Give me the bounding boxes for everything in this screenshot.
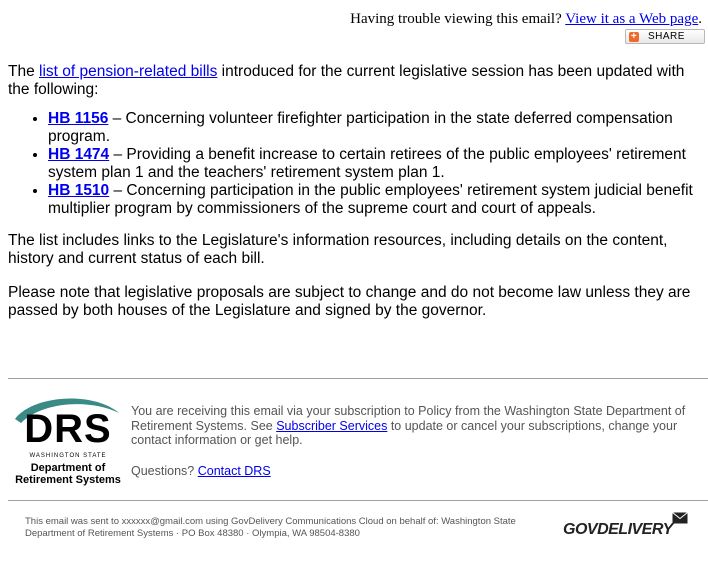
intro-before: The (8, 63, 40, 80)
list-item (48, 146, 708, 182)
subscription-before: You are receiving this email via your subscription to Policy from the Washington State Department of Retirement Systems. See (131, 404, 686, 433)
questions-line (131, 464, 271, 478)
bill-list (8, 110, 708, 218)
bill-link-hb1474[interactable]: HB 1474 (48, 146, 110, 163)
govdelivery-logo (563, 512, 689, 542)
share-button[interactable] (625, 29, 705, 44)
share-label: SHARE (648, 31, 685, 42)
trouble-text: Having trouble viewing this email? (350, 11, 562, 27)
view-web-page-link[interactable]: View it as a Web page (565, 11, 699, 27)
divider (8, 500, 708, 501)
trouble-period: . (698, 11, 702, 27)
resources-paragraph: The list includes links to the Legislature's information resources, including details on the content, history and current status of each bill. (8, 232, 668, 267)
contact-drs-link[interactable]: Contact DRS (197, 464, 271, 478)
disclaimer-paragraph: Please note that legislative proposals are subject to change and do not become law unless they are passed by both houses of the Legislature and signed by the governor. (8, 284, 691, 319)
subscription-notice (131, 404, 701, 448)
intro-paragraph (8, 63, 708, 99)
logo-acronym: DRS (24, 407, 112, 451)
plus-icon: + (630, 31, 638, 42)
bill-link-hb1510[interactable]: HB 1510 (48, 182, 110, 199)
bill-desc: – Providing a benefit increase to certain retirees of the public employees' retirement system plan 1 and the teachers' retirement system plan 1. (48, 146, 686, 181)
drs-logo (13, 393, 123, 488)
bill-desc: – Concerning volunteer firefighter participation in the state deferred compensation program. (48, 110, 673, 145)
view-online-bar (350, 11, 702, 28)
logo-line1: Department of (30, 462, 106, 474)
subscriber-services-link[interactable]: Subscriber Services (276, 418, 388, 433)
bill-desc: – Concerning participation in the public employees' retirement system judicial benefit multiplier program by commissioners of the supreme court and court of appeals. (48, 182, 693, 217)
logo-line2: Retirement Systems (15, 474, 121, 486)
pension-bills-link[interactable]: list of pension-related bills (39, 63, 218, 80)
list-item (48, 110, 708, 146)
govdelivery-brand: GOVDELIVERY (563, 521, 673, 538)
bill-link-hb1156[interactable]: HB 1156 (48, 110, 109, 127)
logo-state: WASHINGTON STATE (29, 453, 107, 459)
footer-text: This email was sent to xxxxxx@gmail.com using GovDelivery Communications Cloud on behalf of: Washington State Department of Retirement Systems · PO Box 48380 · Olympia, WA 98504-8380 (25, 516, 516, 539)
divider (8, 378, 708, 379)
list-item (48, 182, 708, 218)
questions-label: Questions? (131, 464, 198, 478)
envelope-icon (672, 512, 688, 524)
subscription-after: to update or cancel your subscriptions, change your contact information or get help. (131, 418, 678, 447)
intro-after: introduced for the current legislative session has been updated with the following: (8, 63, 685, 98)
email-body (8, 63, 708, 320)
